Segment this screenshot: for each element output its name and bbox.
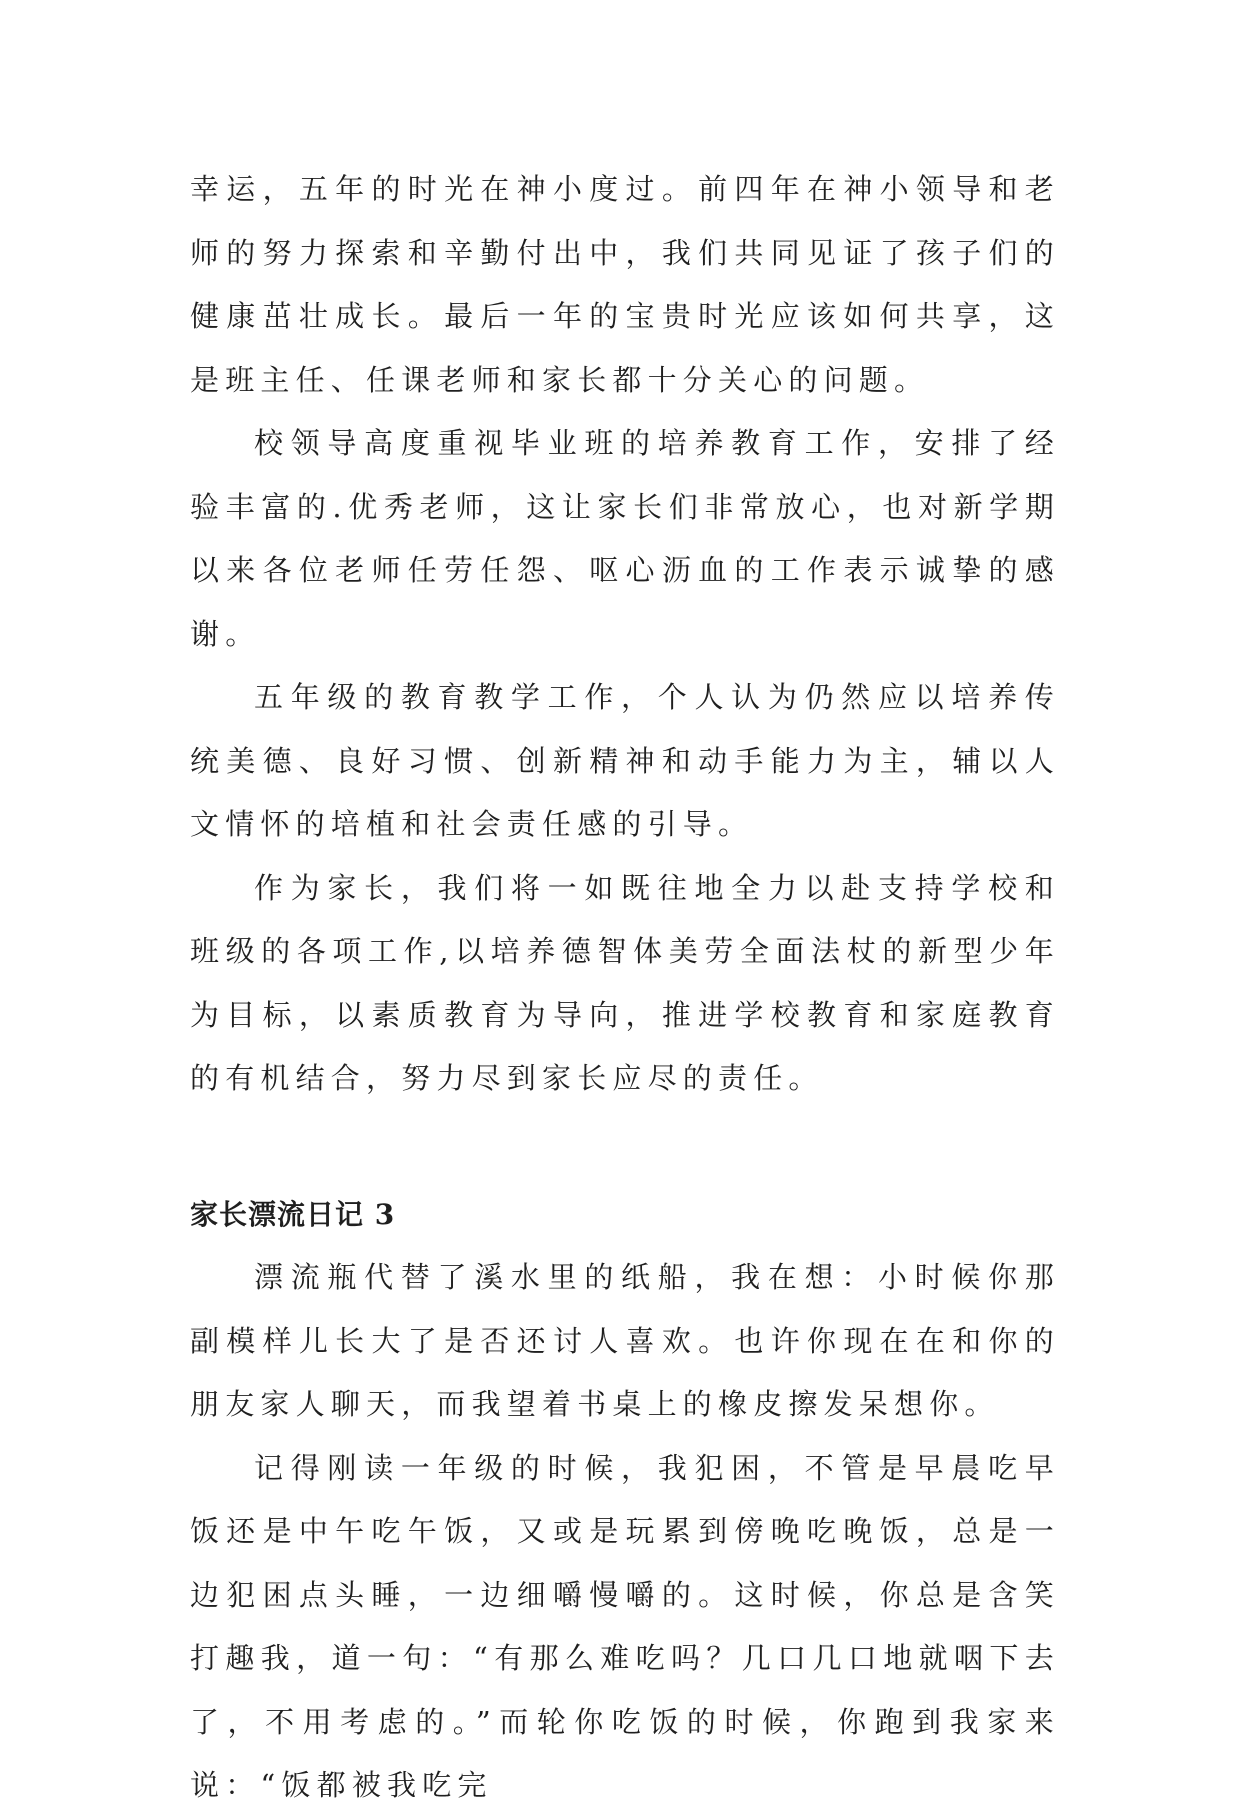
paragraph-school-leaders: 校领导高度重视毕业班的培养教育工作，安排了经验丰富的.优秀老师，这让家长们非常放心，也对新学期以来各位老师任劳任怨、呕心沥血的工作表示诚挚的感谢。	[190, 426, 1060, 651]
document-body	[190, 158, 1060, 1818]
paragraph-drift-bottle: 漂流瓶代替了溪水里的纸船，我在想：小时候你那副模样儿长大了是否还讨人喜欢。也许你现在在和你的朋友家人聊天，而我望着书桌上的橡皮擦发呆想你。	[190, 1260, 1060, 1421]
paragraph-parents-support: 作为家长，我们将一如既往地全力以赴支持学校和班级的各项工作,以培养德智体美劳全面法杖的新型少年为目标，以素质教育为导向，推进学校教育和家庭教育的有机结合，努力尽到家长应尽的责任。	[190, 870, 1060, 1095]
section-title: 家长漂流日记 3	[190, 1197, 396, 1231]
paragraph-first-grade-memory: 记得刚读一年级的时候，我犯困，不管是早晨吃早饭还是中午吃午饭，又或是玩累到傍晚吃晚饭，总是一边犯困点头睡，一边细嚼慢嚼的。这时候，你总是含笑打趣我，道一句：“有那么难吃吗？几口几口地就咽下去了，不用考虑的。”而轮你吃饭的时候，你跑到我家来说：“饭都被我吃完	[190, 1450, 1060, 1802]
paragraph-continuation: 幸运，五年的时光在神小度过。前四年在神小领导和老师的努力探索和辛勤付出中，我们共同见证了孩子们的健康茁壮成长。最后一年的宝贵时光应该如何共享，这是班主任、任课老师和家长都十分关心的问题。	[190, 172, 1060, 397]
paragraph-grade-five-teaching: 五年级的教育教学工作，个人认为仍然应以培养传统美德、良好习惯、创新精神和动手能力为主，辅以人文情怀的培植和社会责任感的引导。	[190, 680, 1060, 841]
